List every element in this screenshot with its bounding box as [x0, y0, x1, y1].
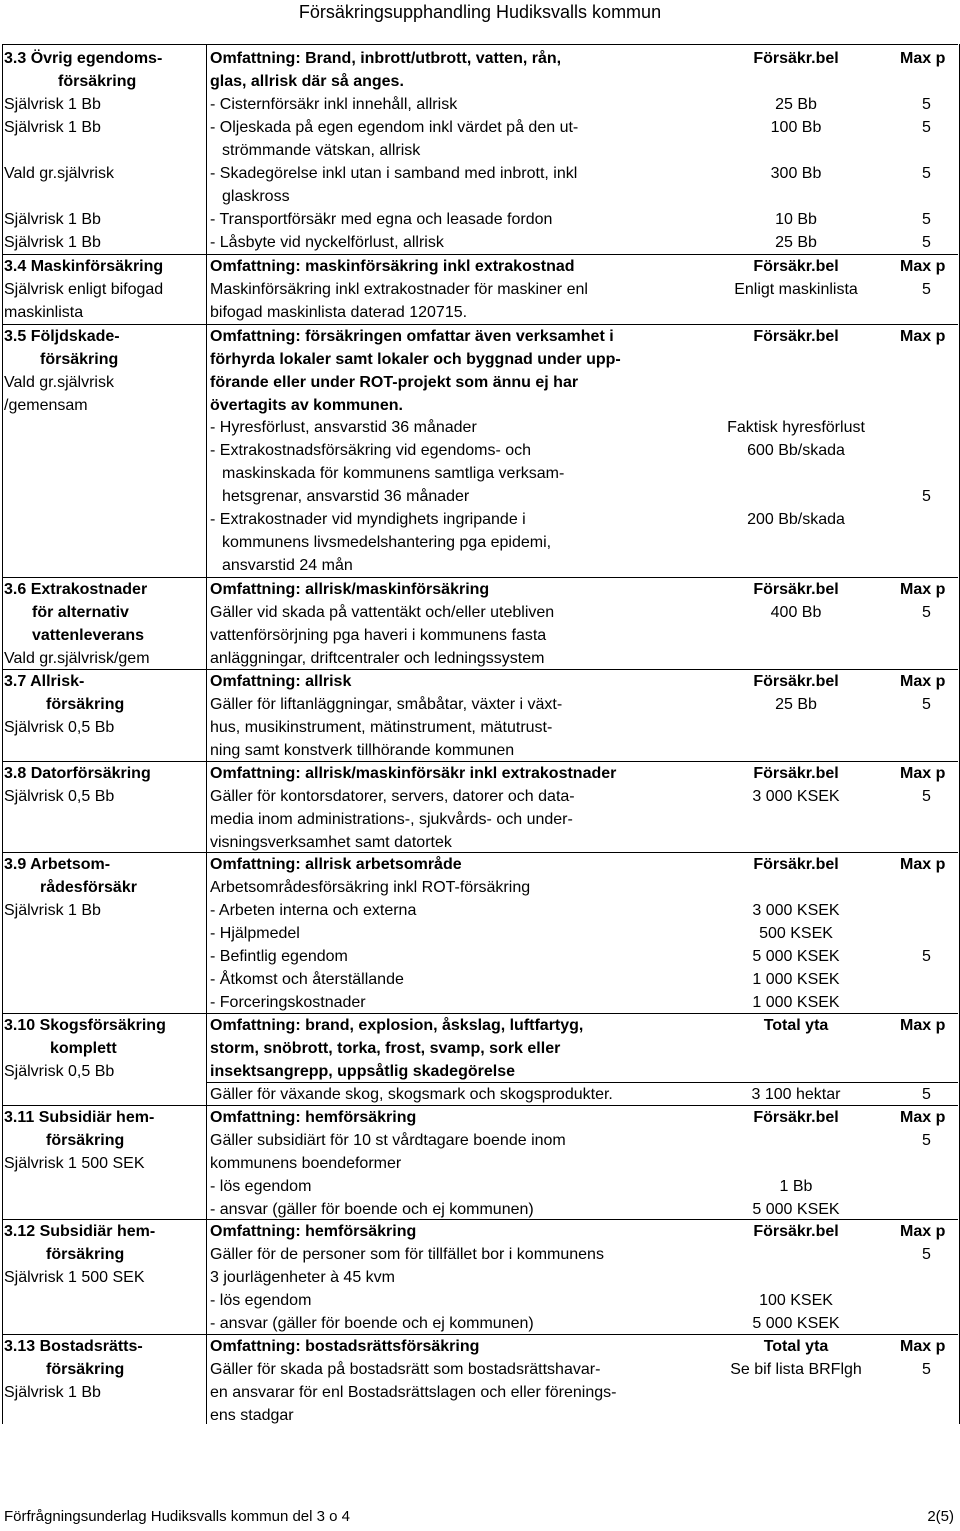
- cell-text: Omfattning: allrisk: [210, 673, 352, 690]
- cell-text: - ansvar (gäller för boende och ej kommunen): [210, 1201, 534, 1218]
- cell-text: anläggningar, driftcentraler och ledningssystem: [210, 650, 545, 667]
- cell-text: försäkring: [46, 1132, 125, 1149]
- cell-text: 5: [922, 788, 931, 805]
- cell-text: - Cisternförsäkr inkl innehåll, allrisk: [210, 96, 458, 113]
- cell-text: Omfattning: allrisk arbetsområde: [210, 856, 462, 873]
- cell-text: försäkring: [46, 696, 125, 713]
- cell-text: /gemensam: [4, 397, 88, 414]
- cell-text: 5: [922, 696, 931, 713]
- cell-text: Omfattning: brand, explosion, åskslag, luftfartyg,: [210, 1017, 584, 1034]
- cell-text: försäkring: [40, 351, 119, 368]
- cell-text: 5: [922, 281, 931, 298]
- cell-text: - Befintlig egendom: [210, 948, 348, 965]
- cell-text: 5: [922, 211, 931, 228]
- page-header-title: Försäkringsupphandling Hudiksvalls kommun: [298, 2, 662, 22]
- cell-text: storm, snöbrott, torka, frost, svamp, sork eller: [210, 1040, 561, 1057]
- cell-text: Försäkr.bel: [753, 50, 839, 67]
- cell-text: rådesförsäkr: [40, 879, 137, 896]
- cell-text: Självrisk 1 500 SEK: [4, 1155, 145, 1172]
- cell-text: Försäkr.bel: [753, 581, 839, 598]
- cell-text: Maskinförsäkring inkl extrakostnader för maskiner enl: [210, 281, 588, 298]
- cell-text: Se bif lista BRFlgh: [730, 1361, 862, 1378]
- cell-text: - Låsbyte vid nyckelförlust, allrisk: [210, 234, 444, 251]
- cell-text: Försäkr.bel: [753, 673, 839, 690]
- cell-text: Självrisk 1 500 SEK: [4, 1269, 145, 1286]
- cell-text: Vald gr.självrisk: [4, 165, 114, 182]
- cell-text: 5: [922, 234, 931, 251]
- cell-text: Omfattning: Brand, inbrott/utbrott, vatten, rån,: [210, 50, 562, 67]
- cell-text: 3.11 Subsidiär hem-: [4, 1109, 155, 1126]
- cell-text: 3.7 Allrisk-: [4, 673, 85, 690]
- cell-text: - Transportförsäkr med egna och leasade fordon: [210, 211, 553, 228]
- cell-text: - Hjälpmedel: [210, 925, 300, 942]
- cell-text: förande eller under ROT-projekt som ännu ej har: [210, 374, 579, 391]
- cell-text: Max p: [900, 856, 946, 873]
- cell-text: 3 000 KSEK: [752, 902, 840, 919]
- cell-text: Försäkr.bel: [753, 1109, 839, 1126]
- cell-text: - Oljeskada på egen egendom inkl värdet på den ut-: [210, 119, 579, 136]
- cell-text: 3.10 Skogsförsäkring: [4, 1017, 166, 1034]
- cell-text: kommunens boendeformer: [210, 1155, 402, 1172]
- cell-text: - Forceringskostnader: [210, 994, 366, 1011]
- cell-text: Max p: [900, 1338, 946, 1355]
- cell-text: 1 Bb: [779, 1178, 813, 1195]
- cell-text: 3.8 Datorförsäkring: [4, 765, 151, 782]
- cell-text: Självrisk 1 Bb: [4, 211, 101, 228]
- cell-text: 5 000 KSEK: [752, 1315, 840, 1332]
- cell-text: glas, allrisk där så anges.: [210, 73, 404, 90]
- cell-text: ansvarstid 24 mån: [222, 557, 353, 574]
- cell-text: Max p: [900, 1109, 946, 1126]
- cell-text: hetsgrenar, ansvarstid 36 månader: [222, 488, 470, 505]
- cell-text: vattenförsörjning pga haveri i kommunens fasta: [210, 627, 547, 644]
- cell-text: glaskross: [222, 188, 290, 205]
- cell-text: visningsverksamhet samt datortek: [210, 834, 452, 851]
- cell-text: Försäkr.bel: [753, 765, 839, 782]
- cell-text: 3.6 Extrakostnader: [4, 581, 148, 598]
- cell-text: Gäller för skada på bostadsrätt som bostadsrättshavar-: [210, 1361, 601, 1378]
- cell-text: - Extrakostnadsförsäkring vid egendoms- och: [210, 442, 532, 459]
- cell-text: Max p: [900, 258, 946, 275]
- cell-text: förhyrda lokaler samt lokaler och byggnad under upp-: [210, 351, 621, 368]
- cell-text: Max p: [900, 50, 946, 67]
- cell-text: 25 Bb: [775, 696, 817, 713]
- cell-text: 100 Bb: [770, 119, 822, 136]
- cell-text: Omfattning: allrisk/maskinförsäkr inkl extrakostnader: [210, 765, 617, 782]
- cell-text: 5: [922, 119, 931, 136]
- cell-text: Max p: [900, 581, 946, 598]
- cell-text: maskinskada för kommunens samtliga verksam-: [222, 465, 565, 482]
- cell-text: Gäller vid skada på vattentäkt och/eller utebliven: [210, 604, 555, 621]
- cell-text: Självrisk 0,5 Bb: [4, 788, 115, 805]
- cell-text: Självrisk 1 Bb: [4, 119, 101, 136]
- cell-text: Gäller för kontorsdatorer, servers, datorer och data-: [210, 788, 575, 805]
- cell-text: Självrisk enligt bifogad: [4, 281, 164, 298]
- cell-text: 5: [922, 1086, 931, 1103]
- cell-text: - lös egendom: [210, 1178, 312, 1195]
- cell-text: en ansvarar för enl Bostadsrättslagen och eller förenings-: [210, 1384, 617, 1401]
- cell-text: Omfattning: allrisk/maskinförsäkring: [210, 581, 490, 598]
- cell-text: Gäller för liftanläggningar, småbåtar, växter i växt-: [210, 696, 563, 713]
- cell-text: ens stadgar: [210, 1407, 294, 1424]
- cell-text: Självrisk 1 Bb: [4, 234, 101, 251]
- cell-text: 3.5 Följdskade-: [4, 328, 120, 345]
- cell-text: Försäkr.bel: [753, 328, 839, 345]
- cell-text: 3.3 Övrig egendoms-: [4, 50, 163, 67]
- cell-text: 25 Bb: [775, 234, 817, 251]
- cell-text: övertagits av kommunen.: [210, 397, 403, 414]
- cell-text: 400 Bb: [770, 604, 822, 621]
- cell-text: Gäller för de personer som för tillfället bor i kommunens: [210, 1246, 604, 1263]
- cell-text: Gäller för växande skog, skogsmark och skogsprodukter.: [210, 1086, 613, 1103]
- cell-text: bifogad maskinlista daterad 120715.: [210, 304, 468, 321]
- footer-left: Förfrågningsunderlag Hudiksvalls kommun del 3 o 4: [4, 1508, 351, 1525]
- cell-text: Självrisk 0,5 Bb: [4, 1063, 115, 1080]
- cell-text: 25 Bb: [775, 96, 817, 113]
- cell-text: 1 000 KSEK: [752, 971, 840, 988]
- cell-text: 5: [922, 948, 931, 965]
- cell-text: försäkring: [46, 1246, 125, 1263]
- cell-text: hus, musikinstrument, mätinstrument, mätutrust-: [210, 719, 553, 736]
- cell-text: Max p: [900, 765, 946, 782]
- cell-text: ning samt konstverk tillhörande kommunen: [210, 742, 515, 759]
- cell-text: - lös egendom: [210, 1292, 312, 1309]
- cell-text: Försäkr.bel: [753, 1223, 839, 1240]
- cell-text: 5: [922, 604, 931, 621]
- cell-text: Självrisk 0,5 Bb: [4, 719, 115, 736]
- cell-text: Gäller subsidiärt för 10 st vårdtagare boende inom: [210, 1132, 566, 1149]
- cell-text: 100 KSEK: [759, 1292, 833, 1309]
- cell-text: vattenleverans: [32, 627, 145, 644]
- cell-text: Omfattning: hemförsäkring: [210, 1109, 417, 1126]
- cell-text: Max p: [900, 328, 946, 345]
- cell-text: försäkring: [46, 1361, 125, 1378]
- cell-text: komplett: [50, 1040, 117, 1057]
- cell-text: 5 000 KSEK: [752, 948, 840, 965]
- cell-text: 3 000 KSEK: [752, 788, 840, 805]
- cell-text: Max p: [900, 673, 946, 690]
- cell-text: 3.9 Arbetsom-: [4, 856, 111, 873]
- cell-text: 5: [922, 1132, 931, 1149]
- cell-text: 5: [922, 165, 931, 182]
- cell-text: maskinlista: [4, 304, 84, 321]
- cell-text: Omfattning: hemförsäkring: [210, 1223, 417, 1240]
- cell-text: 5 000 KSEK: [752, 1201, 840, 1218]
- cell-text: 600 Bb/skada: [747, 442, 845, 459]
- cell-text: media inom administrations-, sjukvårds- och under-: [210, 811, 573, 828]
- cell-text: - Extrakostnader vid myndighets ingripande i: [210, 511, 526, 528]
- cell-text: Omfattning: maskinförsäkring inkl extrakostnad: [210, 258, 575, 275]
- cell-text: - Skadegörelse inkl utan i samband med inbrott, inkl: [210, 165, 578, 182]
- cell-text: Total yta: [763, 1017, 829, 1034]
- cell-text: 3.13 Bostadsrätts-: [4, 1338, 143, 1355]
- cell-text: - Åtkomst och återställande: [210, 971, 404, 988]
- cell-text: Vald gr.självrisk/gem: [4, 650, 150, 667]
- cell-text: för alternativ: [32, 604, 129, 621]
- cell-text: 3.12 Subsidiär hem-: [4, 1223, 156, 1240]
- cell-text: Enligt maskinlista: [734, 281, 858, 298]
- cell-text: - Arbeten interna och externa: [210, 902, 417, 919]
- cell-text: Arbetsområdesförsäkring inkl ROT-försäkring: [210, 879, 531, 896]
- cell-text: 3 100 hektar: [751, 1086, 841, 1103]
- cell-text: Självrisk 1 Bb: [4, 96, 101, 113]
- row-separator: [2, 44, 958, 45]
- cell-text: Försäkr.bel: [753, 856, 839, 873]
- cell-text: - ansvar (gäller för boende och ej kommunen): [210, 1315, 534, 1332]
- cell-text: 1 000 KSEK: [752, 994, 840, 1011]
- cell-text: Total yta: [763, 1338, 829, 1355]
- cell-text: kommunens livsmedelshantering pga epidemi,: [222, 534, 552, 551]
- cell-text: Max p: [900, 1017, 946, 1034]
- cell-text: 3.4 Maskinförsäkring: [4, 258, 164, 275]
- cell-text: Max p: [900, 1223, 946, 1240]
- cell-text: Självrisk 1 Bb: [4, 1384, 101, 1401]
- cell-text: 500 KSEK: [759, 925, 833, 942]
- cell-text: - Hyresförlust, ansvarstid 36 månader: [210, 419, 477, 436]
- cell-text: 10 Bb: [775, 211, 817, 228]
- cell-text: 5: [922, 1246, 931, 1263]
- cell-text: 300 Bb: [770, 165, 822, 182]
- cell-text: 5: [922, 96, 931, 113]
- cell-text: Omfattning: försäkringen omfattar även verksamhet i: [210, 328, 614, 345]
- cell-text: Omfattning: bostadsrättsförsäkring: [210, 1338, 480, 1355]
- cell-text: Självrisk 1 Bb: [4, 902, 101, 919]
- cell-text: 200 Bb/skada: [747, 511, 845, 528]
- cell-text: strömmande vätskan, allrisk: [222, 142, 421, 159]
- cell-text: försäkring: [58, 73, 137, 90]
- cell-text: 3 jourlägenheter à 45 kvm: [210, 1269, 395, 1286]
- cell-text: 5: [922, 1361, 931, 1378]
- cell-text: 5: [922, 488, 931, 505]
- cell-text: Vald gr.självrisk: [4, 374, 114, 391]
- cell-text: Faktisk hyresförlust: [727, 419, 865, 436]
- footer-right: 2(5): [927, 1508, 954, 1525]
- cell-text: Försäkr.bel: [753, 258, 839, 275]
- cell-text: insektsangrepp, uppsåtlig skadegörelse: [210, 1063, 515, 1080]
- column-divider: [206, 44, 207, 1424]
